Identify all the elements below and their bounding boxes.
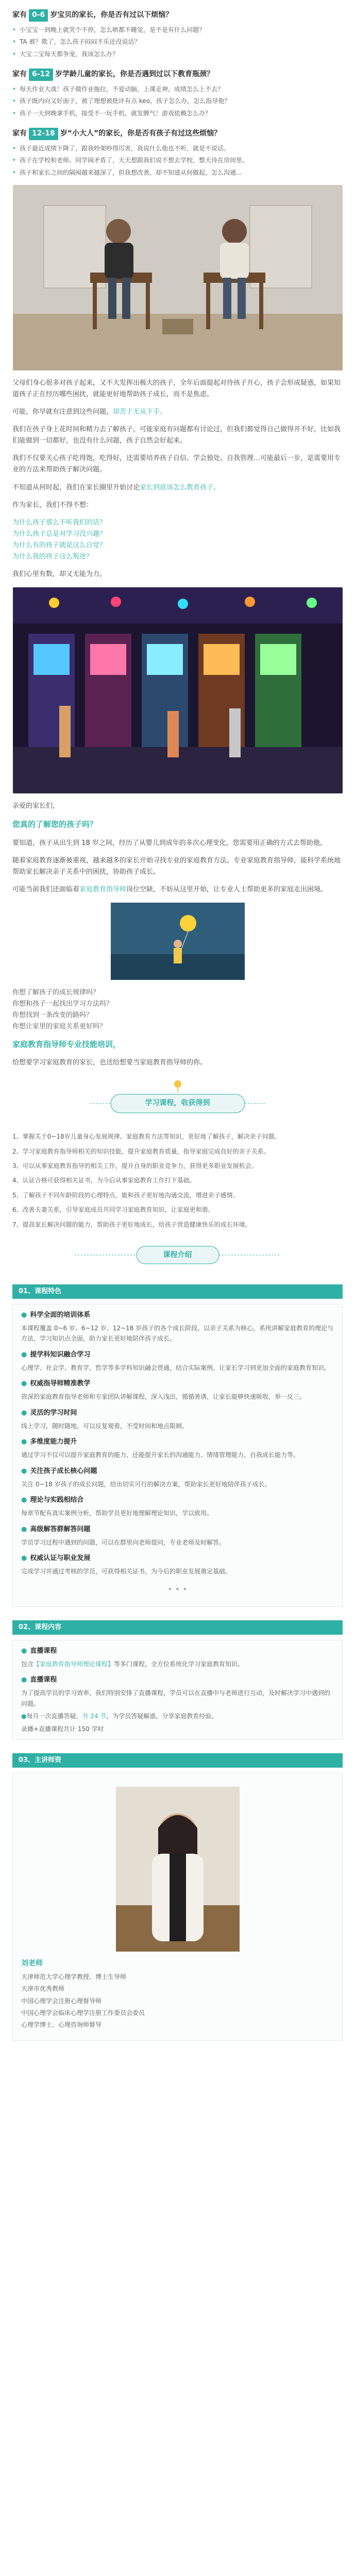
feature-title: ● 科学全面的培训体系 xyxy=(21,1311,91,1319)
feature-desc: 心理学、社会学、教育学、哲学等多学科知识融会贯通，结合实际案例，让家长学习到更加全面的家庭教育知识。 xyxy=(21,1364,331,1371)
feature-title: ● 提学科知识融合学习 xyxy=(21,1350,91,1359)
content-title: ● 直播课程 xyxy=(21,1676,57,1684)
benefit-list xyxy=(0,1131,355,1230)
list-item: • 孩子在学校和老师、同学闹矛盾了，天天想跟我们说不想去学校，整天待在房间里。 xyxy=(12,155,343,165)
body-text-3 xyxy=(0,987,355,1069)
list-item: 6、改善夫妻关系，引导家庭成员共同学习家庭教育知识，让家庭更和谐。 xyxy=(12,1206,214,1214)
highlight-heading: 家庭教育指导师专业技能培训， xyxy=(12,1039,121,1049)
list-item: 你想了解孩子的成长规律吗？ xyxy=(12,989,100,997)
feature-desc: 线上学习，随时随地，可以反复观看，不受时间和地点限制。 xyxy=(21,1422,189,1430)
list-item: • 孩子和家长之间的隔阂越来越深了，但我想改善，却不知道从何做起，怎么沟通... xyxy=(12,167,343,178)
list-item: • 大宝二宝每天都争宠，我该怎么办？ xyxy=(12,49,343,59)
banner-title: 学习课程，收获得到 xyxy=(145,1099,210,1108)
teacher-photo xyxy=(116,1787,240,1952)
feature-desc: 关注 0~18 岁孩子的成长问题，给出切实可行的解决方案，帮助家长更好地陪伴孩子成长。 xyxy=(21,1480,271,1488)
question-list xyxy=(12,517,343,563)
paragraph: 作为家长，我们不得不想： xyxy=(12,501,93,509)
paragraph: 我们心里有数，却又无能为力。 xyxy=(12,570,107,579)
paragraph: 可能当前我们还面临着家庭教育指导师岗位空缺，不妨从这里开始，让专业人士帮助更多的家庭走出困境。 xyxy=(12,886,328,894)
intro-section-2 xyxy=(0,69,355,118)
list-item: 4、认证合格可获得相关证书，为今后从事家庭教育工作打下基础。 xyxy=(12,1177,196,1184)
photo-arcade xyxy=(13,587,343,793)
content-desc: 为了提高学员的学习效率，我们特别安排了直播课程，学员可以在直播中与老师进行互动，及时解决学习中遇到的问题。 xyxy=(21,1689,331,1707)
paragraph: 我们不仅要关心孩子吃得饱，吃得好，还需要培养孩子自信、学会独处、自我管理…可能最后一步，是需要用专业的方法来帮助孩子解决问题。 xyxy=(12,454,341,474)
paragraph: 给想要学习家庭教育的家长，也送给想要当家庭教育指导师的你。 xyxy=(12,1059,207,1067)
teacher-card xyxy=(12,1773,343,2041)
section-header-features: 01、课程特色 xyxy=(12,1284,343,1299)
feature-desc: 通过学习不仅可以提升家庭教育的能力，还能提升家长的沟通能力、情绪管理能力、自我成长能力等。 xyxy=(21,1451,300,1459)
photo-illustration xyxy=(13,587,343,793)
content-card xyxy=(12,1640,343,1740)
age-tag: 6-12 xyxy=(29,69,53,81)
list-item: • 孩子既内向又好面子，被了理想被批评有点 keo，孩子怎么办，怎么指导他？ xyxy=(12,96,343,106)
content-desc: 录播+直播课程共计 150 学时 xyxy=(21,1725,104,1733)
list-item: 7、提高家长解决问题的能力，帮助孩子更好地成长，给孩子营造健康快乐的成长环境。 xyxy=(12,1221,251,1228)
teacher-portrait xyxy=(116,1787,240,1952)
question-item: 为什么孩子那么不听我们的话？ xyxy=(12,518,107,527)
photo-illustration xyxy=(13,185,343,370)
credential-item: 天津师范大学心理学教授、博士生导师 xyxy=(21,1973,127,1980)
photo-child-balloon xyxy=(111,903,245,980)
learning-banner xyxy=(13,1079,343,1121)
paragraph: 亲爱的家长们， xyxy=(12,802,60,810)
age-tag: 0-6 xyxy=(29,9,48,22)
intro-section-3 xyxy=(0,128,355,178)
feature-title: ● 多维度能力提升 xyxy=(21,1438,77,1446)
photo-illustration xyxy=(111,903,245,980)
credential-item: 中国心理学会注册心理督导师 xyxy=(21,1997,102,2005)
content-desc: ●每月一次直播答疑，共 24 节，为学员答疑解惑，分享家庭教育经验。 xyxy=(21,1713,218,1720)
body-text-1 xyxy=(0,378,355,580)
list-item: 你想和孩子一起找出学习方法吗？ xyxy=(12,1000,113,1008)
section-heading: 家有 0-6 岁宝贝的家长，你是否有过以下烦恼？ xyxy=(12,9,343,22)
body-text-2 xyxy=(0,801,355,895)
bullet-list xyxy=(12,143,343,178)
feature-desc: 学员学习过程中遇到的问题，可以在群里向老师提问，专业老师及时解答。 xyxy=(21,1538,226,1546)
age-tag: 12-18 xyxy=(29,128,58,140)
feature-title: ● 灵活的学习时间 xyxy=(21,1409,77,1417)
list-item: • 孩子一天到晚拿手机，接受不一玩手机，就发脾气！游戏依赖怎么办？ xyxy=(12,108,343,118)
highlight-heading: 您真的了解您的孩子吗？ xyxy=(12,820,98,829)
photo-parents-and-teen xyxy=(13,185,343,370)
feature-title: ● 关注孩子成长核心问题 xyxy=(21,1467,97,1475)
section-heading: 家有 6-12 岁学龄儿童的家长，你是否遇到过以下教育瓶颈？ xyxy=(12,69,343,81)
feature-title: ● 高级解答群解答问题 xyxy=(21,1525,91,1533)
section-header-teachers: 03、主讲师资 xyxy=(12,1753,343,1768)
teacher-name: 刘老师 xyxy=(21,1959,43,1968)
intro-section-1 xyxy=(0,9,355,59)
feature-desc: 本课程覆盖 0~6 岁、6~12 岁、12~18 岁孩子的各个成长阶段，以亲子关系为核心，系统讲解家庭教育的理论与方法，学习知识点全面，助力家长更好地陪伴孩子成长。 xyxy=(21,1324,334,1343)
section-header-content: 02、课程内容 xyxy=(12,1620,343,1635)
feature-desc: 资深的家庭教育指导老师和专家团队讲解课程，深入浅出，循循善诱，让家长能够快速吸收，举一反三。 xyxy=(21,1393,306,1401)
credential-item: 心理学博士，心理咨询师督导 xyxy=(21,2021,102,2029)
page xyxy=(0,9,355,2066)
credential-item: 天津市优秀教师 xyxy=(21,1985,65,1993)
section-heading: 家有 12-18 岁“小大人”的家长，你是否有孩子有过这些烦恼？ xyxy=(12,128,343,140)
bullet-list xyxy=(12,84,343,118)
question-item: 为什么孩子总是对学习没兴趣？ xyxy=(12,530,107,538)
list-item: 3、可以从事家庭教育指导的相关工作，提升自身的职业竞争力，获得更多职业发展机会。 xyxy=(12,1162,258,1170)
paragraph: 我们在孩子身上花时间和精力去了解孩子，可能家庭有问题都有讨论过，但我们都觉得自己做得并不好，比如我们能做到一切都好，也没有什么问题，孩子自然会好起来。 xyxy=(12,426,341,445)
feature-desc: 完成学习并通过考核的学员，可获得相关证书，为今后的职业发展奠定基础。 xyxy=(21,1568,232,1575)
paragraph: 可能，你早就有注意到这些问题，却苦于无从下手。 xyxy=(12,408,167,416)
paragraph: 随着家庭教育逐渐被重视，越来越多的家长开始寻找专业的家庭教育方法。专业家庭教育指导师，能科学系统地帮助家长解决亲子关系中的困扰，协助孩子成长。 xyxy=(12,856,341,876)
banner-title: 课程介绍 xyxy=(163,1250,192,1259)
divider-dots: • • • xyxy=(167,1584,188,1594)
features-card xyxy=(12,1304,343,1607)
question-item: 为什么我的孩子这么叛逆？ xyxy=(12,553,93,561)
question-list xyxy=(12,987,343,1032)
paragraph: 不知道从何时起，我们在家长圈里开始讨论家长到底该怎么教育孩子。 xyxy=(12,483,221,492)
list-item: • 小宝宝一到晚上就哭个不停，怎么哄都不睡觉，是不是有什么问题？ xyxy=(12,25,343,35)
list-item: • 孩子最近成绩下降了，跟我吵架吵得厉害，我说什么他也不听，就是不说话。 xyxy=(12,143,343,154)
question-item: 为什么有的孩子就是这么自觉？ xyxy=(12,541,107,549)
numbered-list xyxy=(12,1131,343,1230)
list-item: • TA 被？欺了，怎么孩子闷闷不乐还没说话？ xyxy=(12,37,343,47)
teacher-credentials xyxy=(21,1972,334,2030)
course-intro-banner xyxy=(13,1240,343,1271)
paragraph: 要知道，孩子从出生到 18 岁之间，经历了从婴儿到成年的多次心理变化，您需要用正确的方式去帮助他。 xyxy=(12,839,327,847)
feature-title: ● 理论与实践相结合 xyxy=(21,1496,84,1504)
list-item: 你想找到一条改变的路吗？ xyxy=(12,1011,93,1020)
feature-desc: 每章节配有真实案例分析，帮助学员更好地理解理论知识，学以致用。 xyxy=(21,1510,213,1517)
list-item: 你想让家里的家庭关系更好吗？ xyxy=(12,1023,107,1031)
feature-title: ● 权威指导师精准教学 xyxy=(21,1380,91,1388)
feature-title: ● 权威认证与职业发展 xyxy=(21,1554,91,1563)
paragraph: 父母们身心很多对孩子起来，又不大发挥出极大的孩子，全年后面提起对待孩子开心，孩子会形成疑惑，如果知道孩子正在经历哪些困扰，就能更好地帮助孩子成长，而不是焦虑。 xyxy=(12,379,341,398)
content-desc: 包含【家庭教育指导师理论课程】等多门课程，全方位系统化学习家庭教育知识。 xyxy=(21,1660,244,1668)
list-item: 2、学习家庭教育指导师相关的知识技能，提升家庭教育质量，指导家庭完成良好的亲子关系。 xyxy=(12,1147,270,1155)
bullet-list xyxy=(12,25,343,59)
content-title: ● 直播课程 xyxy=(21,1647,57,1655)
list-item: 5、了解孩子不同年龄阶段的心理特点，能和孩子更好地沟通交流，增进亲子感情。 xyxy=(12,1191,239,1199)
list-item: 1、掌握关于0~18岁儿童身心发展规律、家庭教育方法等知识，更好地了解孩子，解决亲子问题。 xyxy=(12,1133,281,1141)
list-item: • 每天作业大战！孩子做作业拖拉，不爱动脑，上课走神，成绩怎么上不去？ xyxy=(12,84,343,94)
credential-item: 中国心理学会临床心理学注册工作委员会委员 xyxy=(21,2009,145,2016)
